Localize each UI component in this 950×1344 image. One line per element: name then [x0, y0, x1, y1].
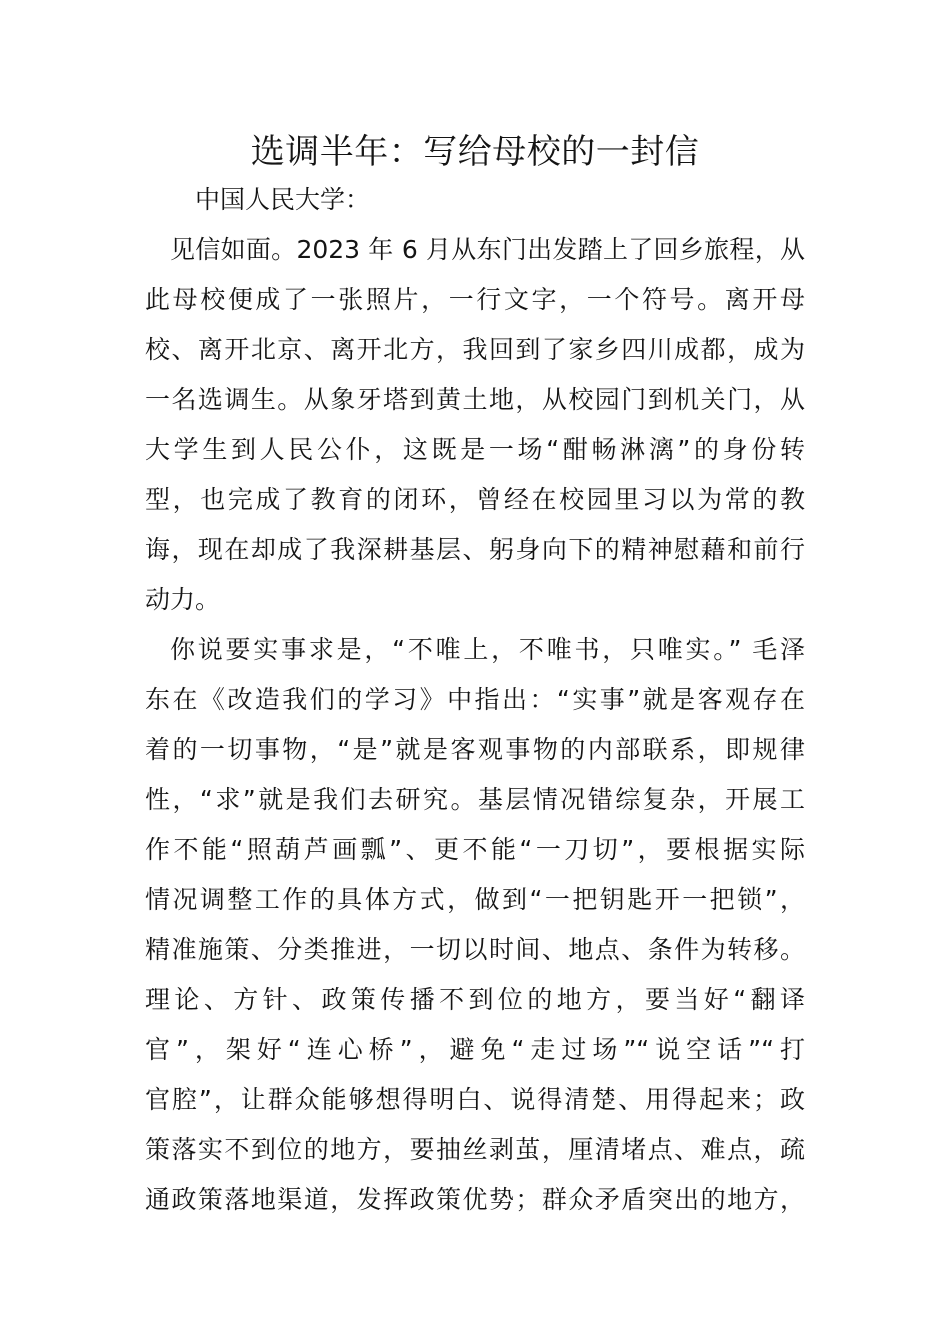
paragraph-line: 性，“求”就是我们去研究。基层情况错综复杂，开展工	[145, 785, 805, 814]
paragraph-line: 东在《改造我们的学习》中指出：“实事”就是客观存在	[145, 685, 805, 714]
paragraph-line: 作不能“照葫芦画瓢”、更不能“一刀切”，要根据实际	[145, 835, 805, 864]
paragraph-line: 动力。	[145, 585, 221, 614]
letter-body	[145, 225, 805, 1225]
paragraph-line: 通政策落地渠道，发挥政策优势；群众矛盾突出的地方，	[145, 1185, 805, 1214]
paragraph-line: 策落实不到位的地方，要抽丝剥茧，厘清堵点、难点，疏	[145, 1135, 805, 1164]
paragraph-line: 型，也完成了教育的闭环，曾经在校园里习以为常的教	[145, 485, 805, 514]
paragraph-line: 校、离开北京、离开北方，我回到了家乡四川成都，成为	[145, 335, 805, 364]
paragraph-line: 此母校便成了一张照片，一行文字，一个符号。离开母	[145, 285, 805, 314]
paragraph-line: 精准施策、分类推进，一切以时间、地点、条件为转移。	[145, 935, 805, 964]
paragraph-line: 见信如面。2023 年 6 月从东门出发踏上了回乡旅程，从	[170, 235, 805, 264]
paragraph-2	[145, 625, 805, 1225]
paragraph-line: 理论、方针、政策传播不到位的地方，要当好“翻译	[145, 985, 805, 1014]
paragraph-line: 官”，架好“连心桥”，避免“走过场”“说空话”“打	[145, 1035, 805, 1064]
paragraph-1	[145, 225, 805, 625]
paragraph-line: 官腔”，让群众能够想得明白、说得清楚、用得起来；政	[145, 1085, 805, 1114]
paragraph-line: 诲，现在却成了我深耕基层、躬身向下的精神慰藉和前行	[145, 535, 805, 564]
paragraph-line: 一名选调生。从象牙塔到黄土地，从校园门到机关门，从	[145, 385, 805, 414]
paragraph-line: 你说要实事求是，“不唯上，不唯书，只唯实。” 毛泽	[170, 635, 805, 664]
paragraph-line: 大学生到人民公仆，这既是一场“酣畅淋漓”的身份转	[145, 435, 805, 464]
document-title: 选调半年：写给母校的一封信	[250, 132, 700, 172]
paragraph-line: 着的一切事物，“是”就是客观事物的内部联系，即规律	[145, 735, 805, 764]
salutation: 中国人民大学：	[195, 185, 371, 214]
paragraph-line: 情况调整工作的具体方式，做到“一把钥匙开一把锁”，	[145, 885, 805, 914]
